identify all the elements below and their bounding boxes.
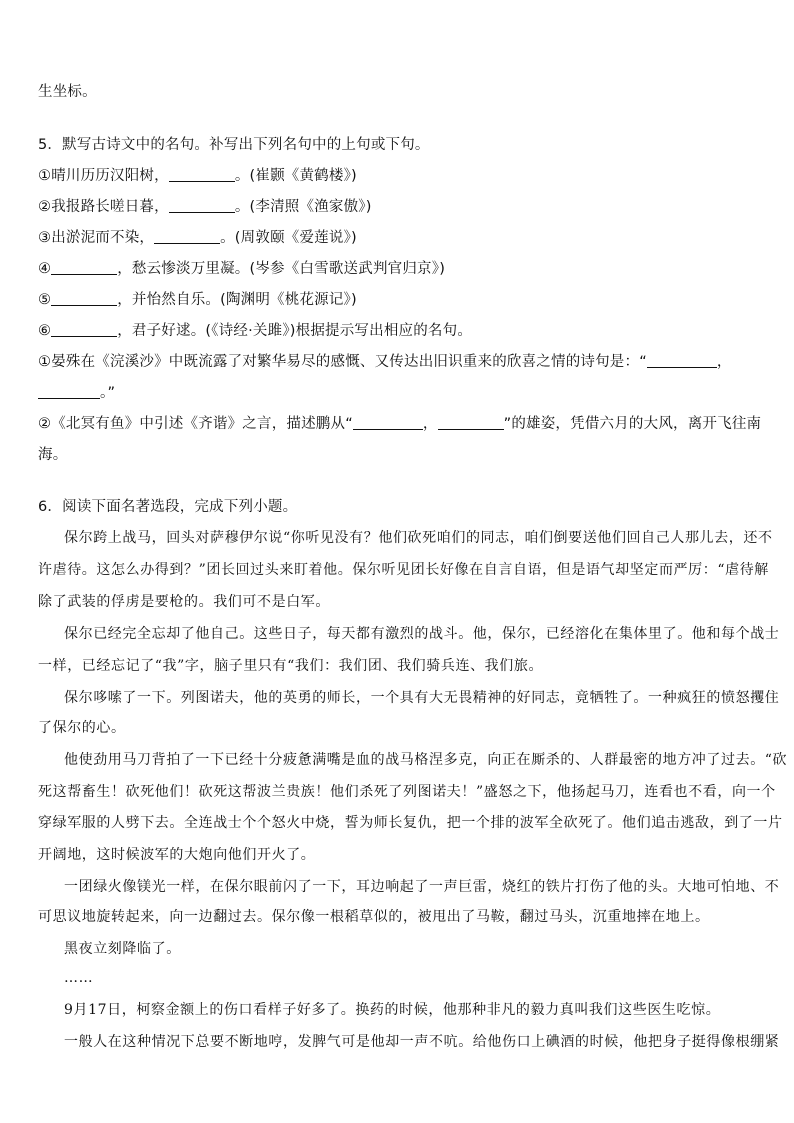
q5-item-4: ④ ，愁云惨淡万里凝。(岑参《白雪歌送武判官归京》) [38,261,446,277]
q6-heading: 6．阅读下面名著选段，完成下列小题。 [38,499,298,515]
passage-line: 一样，已经忘记了“我”字，脑子里只有“我们：我们团、我们骑兵连、我们旅。 [38,658,544,674]
passage-line: …… [64,970,94,986]
q5-heading: 5．默写古诗文中的名句。补写出下列名句中的上句或下句。 [38,137,430,153]
q5-item-6: ⑥ ，君子好逑。(《诗经·关雎》)根据提示写出相应的名句。 [38,323,473,339]
passage-line: 保尔已经完全忘却了他自己。这些日子，每天都有激烈的战斗。他，保尔，已经溶化在集体里了。他和每个战士 [64,626,780,642]
passage-line: 他使劲用马刀背拍了一下已经十分疲惫满嘴是血的战马格涅多克，向正在厮杀的、人群最密的地方冲了过去。“砍 [64,752,788,768]
passage-line: 保尔跨上战马，回头对萨穆伊尔说“你听见没有？他们砍死咱们的同志，咱们倒要送他们回自己人那儿去，还不 [64,530,773,546]
answer-blank[interactable] [353,415,423,430]
passage-line: 保尔哆嗦了一下。列图诺夫，他的英勇的师长，一个具有大无畏精神的好同志，竟牺牲了。一种疯狂的愤怒攫住 [64,690,780,706]
passage-line: 了保尔的心。 [38,720,126,736]
passage-line: 可思议地旋转起来，向一边翻过去。保尔像一根稻草似的，被甩出了马鞍，翻过马头，沉重地摔在地上。 [38,909,710,925]
passage-line: 穿绿军服的人劈下去。全连战士个个怒火中烧，誓为师长复仇，把一个排的波军全砍死了。他们追击逃敌，到了一片 [38,815,783,831]
answer-blank[interactable] [169,198,235,213]
answer-blank[interactable] [154,229,220,244]
answer-blank[interactable] [51,291,117,306]
answer-blank[interactable] [438,415,504,430]
passage-line: 一团绿火像镁光一样，在保尔眼前闪了一下，耳边响起了一声巨雷，烧红的铁片打伤了他的头。大地可怕地、不 [64,879,780,895]
passage-line: 开阔地，这时候波军的大炮向他们开火了。 [38,847,316,863]
q5-item-1: ①晴川历历汉阳树， 。(崔颢《黄鹤楼》) [38,168,357,184]
answer-blank[interactable] [647,353,717,368]
passage-line: 许虐待。这怎么办得到？”团长回过头来盯着他。保尔听见团长好像在自言自语，但是语气却坚定而严厉：“虐待解 [38,562,769,578]
carry-over-text: 生坐标。 [38,84,97,100]
q5-item-3: ③出淤泥而不染， 。(周敦颐《爱莲说》) [38,230,357,246]
answer-blank[interactable] [51,322,117,337]
answer-blank[interactable] [51,260,117,275]
q5-sub2-cont: 海。 [38,447,68,463]
q5-item-2: ②我报路长嗟日暮， 。(李清照《渔家傲》) [38,199,372,215]
q5-sub2: ②《北冥有鱼》中引述《齐谐》之言，描述鹏从“ ， ”的雄姿，凭借六月的大风，离开飞往南 [38,416,762,432]
passage-line: 除了武装的俘虏是要枪的。我们可不是白军。 [38,594,330,610]
passage-line: 黑夜立刻降临了。 [64,941,181,957]
q5-sub1: ①晏殊在《浣溪沙》中既流露了对繁华易尽的感慨、又传达出旧识重来的欣喜之情的诗句是：“ ， [38,354,732,370]
q5-sub1-cont: 。” [38,383,760,403]
answer-blank[interactable] [38,384,100,399]
passage-line: 一般人在这种情况下总要不断地哼，发脾气可是他却一声不吭。给他伤口上碘酒的时候，他把身子挺得像根绷紧 [64,1034,780,1050]
q5-item-5: ⑤ ，并怡然自乐。(陶渊明《桃花源记》) [38,292,357,308]
answer-blank[interactable] [169,167,235,182]
passage-line: 9月17日，柯察金额上的伤口看样子好多了。换药的时候，他那种非凡的毅力真叫我们这些医生吃惊。 [64,1002,721,1018]
passage-line: 死这帮畜生！砍死他们！砍死这帮波兰贵族！他们杀死了列图诺夫！”盛怒之下，他扬起马刀，连看也不看，向一个 [38,784,776,800]
